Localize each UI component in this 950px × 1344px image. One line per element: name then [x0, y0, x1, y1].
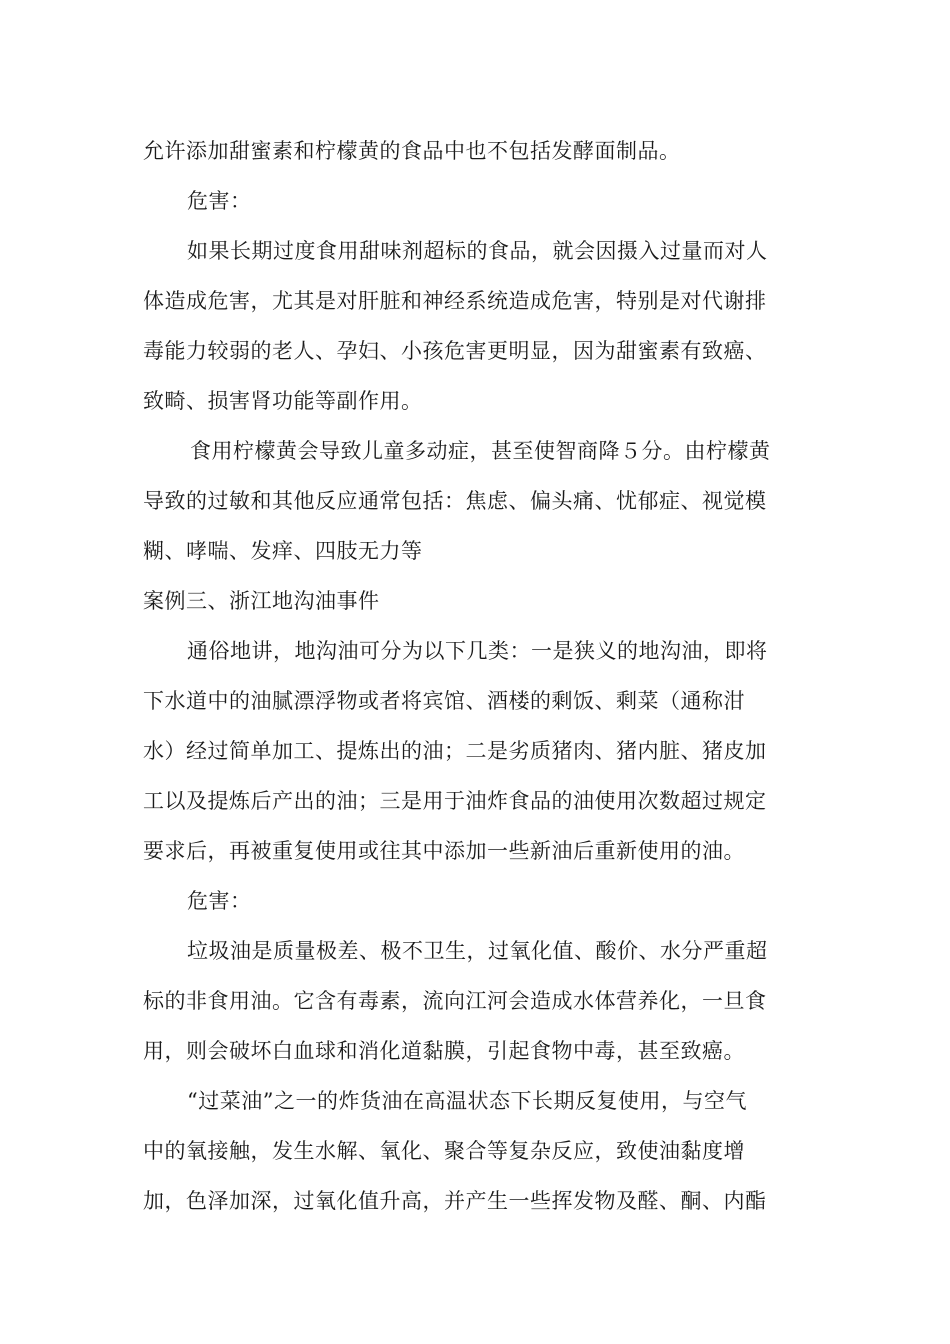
text-line: 毒能力较弱的老人、孕妇、小孩危害更明显，因为甜蜜素有致癌、 [143, 339, 767, 363]
text-line: 危害： [187, 889, 252, 913]
text-line: 工以及提炼后产出的油；三是用于油炸食品的油使用次数超过规定 [143, 789, 767, 813]
text-line: 下水道中的油腻漂浮物或者将宾馆、酒楼的剩饭、剩菜（通称泔 [143, 689, 745, 713]
text-line: 体造成危害，尤其是对肝脏和神经系统造成危害，特别是对代谢排 [143, 289, 767, 313]
text-line: 垃圾油是质量极差、极不卫生，过氧化值、酸价、水分严重超 [187, 939, 768, 963]
text-line: 用，则会破坏白血球和消化道黏膜，引起食物中毒，甚至致癌。 [143, 1039, 745, 1063]
text-line: 导致的过敏和其他反应通常包括：焦虑、偏头痛、忧郁症、视觉模 [143, 489, 767, 513]
text-line: 食用柠檬黄会导致儿童多动症，甚至使智商降５分。由柠檬黄 [190, 439, 771, 463]
text-line: 通俗地讲，地沟油可分为以下几类：一是狭义的地沟油，即将 [187, 639, 768, 663]
text-line: 加，色泽加深，过氧化值升高，并产生一些挥发物及醛、酮、内酯 [143, 1189, 767, 1213]
text-line: 危害： [187, 189, 252, 213]
text-line: 糊、哮喘、发痒、四肢无力等 [143, 539, 423, 563]
text-line: 允许添加甜蜜素和柠檬黄的食品中也不包括发酵面制品。 [143, 139, 681, 163]
text-line: 致畸、损害肾功能等副作用。 [143, 389, 423, 413]
text-line: “过菜油”之一的炸货油在高温状态下长期反复使用，与空气 [187, 1089, 747, 1113]
section-heading: 案例三、浙江地沟油事件 [143, 589, 380, 613]
text-line: 标的非食用油。它含有毒素，流向江河会造成水体营养化，一旦食 [143, 989, 767, 1013]
text-line: 中的氧接触，发生水解、氧化、聚合等复杂反应，致使油黏度增 [143, 1139, 745, 1163]
text-line: 水）经过简单加工、提炼出的油；二是劣质猪肉、猪内脏、猪皮加 [143, 739, 767, 763]
text-line: 要求后，再被重复使用或往其中添加一些新油后重新使用的油。 [143, 839, 745, 863]
text-line: 如果长期过度食用甜味剂超标的食品，就会因摄入过量而对人 [187, 239, 768, 263]
